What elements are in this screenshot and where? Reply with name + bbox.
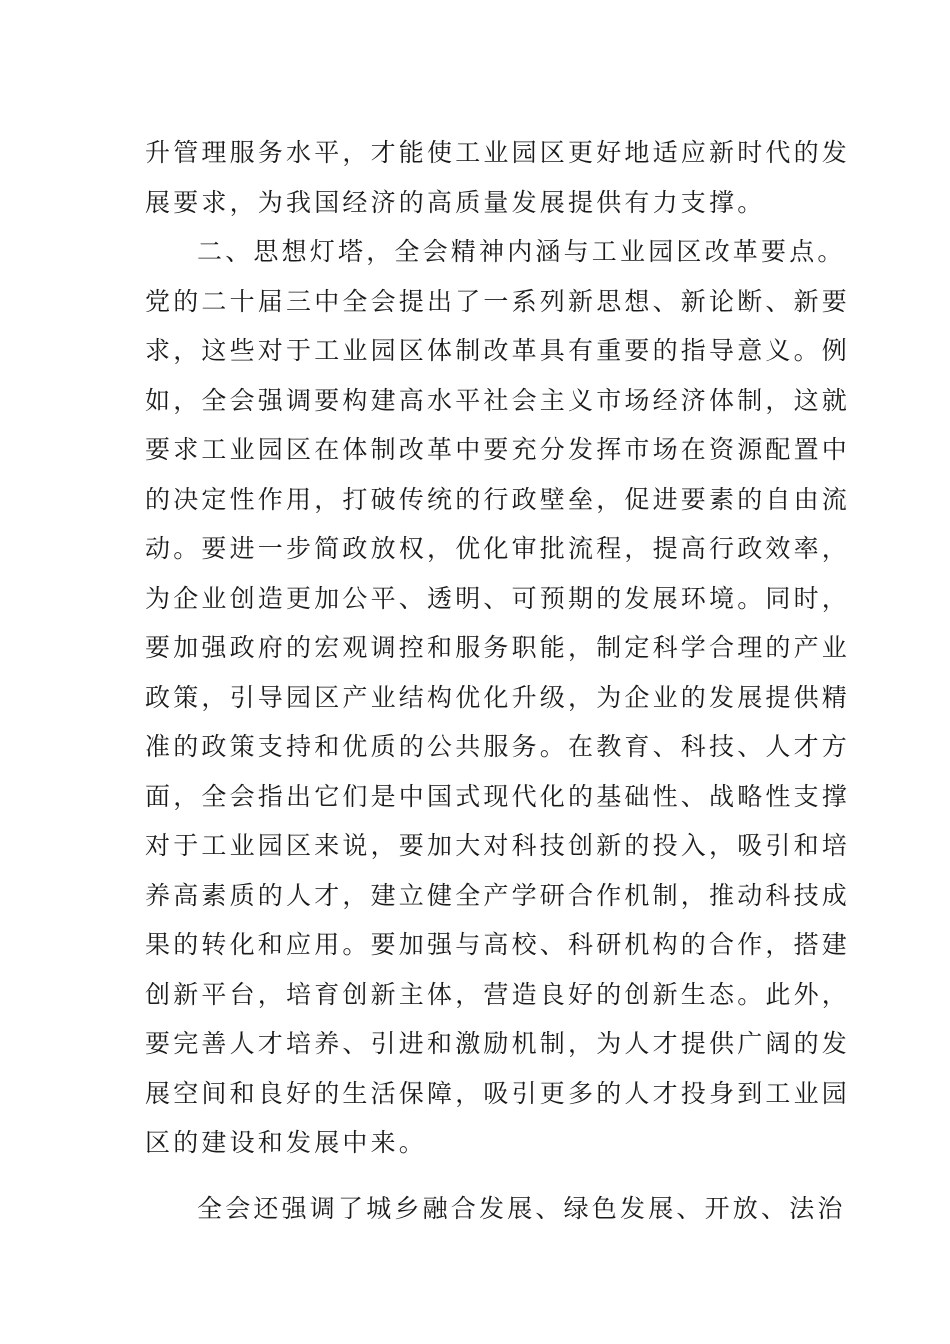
text-line: 动。要进一步简政放权，优化审批流程，提高行政效率，: [145, 534, 851, 563]
text-line: 要完善人才培养、引进和激励机制，为人才提供广阔的发: [145, 1029, 851, 1058]
text-line: 要求工业园区在体制改革中要充分发挥市场在资源配置中: [145, 435, 851, 464]
text-line: 党的二十届三中全会提出了一系列新思想、新论断、新要: [145, 286, 851, 316]
text-line: 升管理服务水平，才能使工业园区更好地适应新时代的发: [145, 138, 851, 167]
text-line: 要加强政府的宏观调控和服务职能，制定科学合理的产业: [145, 633, 851, 662]
text-line: 养高素质的人才，建立健全产学研合作机制，推动科技成: [145, 880, 851, 910]
text-line: 全会还强调了城乡融合发展、绿色发展、开放、法治: [197, 1193, 846, 1223]
text-line: 政策，引导园区产业结构优化升级，为企业的发展提供精: [145, 682, 851, 712]
text-line: 的决定性作用，打破传统的行政壁垒，促进要素的自由流: [145, 484, 851, 514]
paragraph-3: [145, 1184, 845, 1234]
text-line: 如，全会强调要构建高水平社会主义市场经济体制，这就: [145, 385, 851, 415]
text-line: 求，这些对于工业园区体制改革具有重要的指导意义。例: [145, 336, 851, 365]
paragraph-2: [145, 227, 851, 1168]
text-line: 准的政策支持和优质的公共服务。在教育、科技、人才方: [145, 732, 851, 761]
body-text: [145, 128, 851, 1233]
text-line: 为企业创造更加公平、透明、可预期的发展环境。同时，: [145, 583, 851, 613]
text-line: 果的转化和应用。要加强与高校、科研机构的合作，搭建: [145, 930, 851, 959]
section-heading-line: 二、思想灯塔，全会精神内涵与工业园区改革要点。: [197, 237, 846, 266]
paragraph-1: [145, 128, 851, 227]
text-line: 展要求，为我国经济的高质量发展提供有力支撑。: [145, 187, 766, 217]
text-line: 创新平台，培育创新主体，营造良好的创新生态。此外，: [145, 979, 851, 1009]
text-line: 面，全会指出它们是中国式现代化的基础性、战略性支撑: [145, 781, 851, 811]
text-line: 展空间和良好的生活保障，吸引更多的人才投身到工业园: [145, 1078, 851, 1108]
paragraph-spacer: [145, 1168, 845, 1184]
text-line: 区的建设和发展中来。: [145, 1128, 428, 1157]
text-line: 对于工业园区来说，要加大对科技创新的投入，吸引和培: [145, 831, 851, 860]
